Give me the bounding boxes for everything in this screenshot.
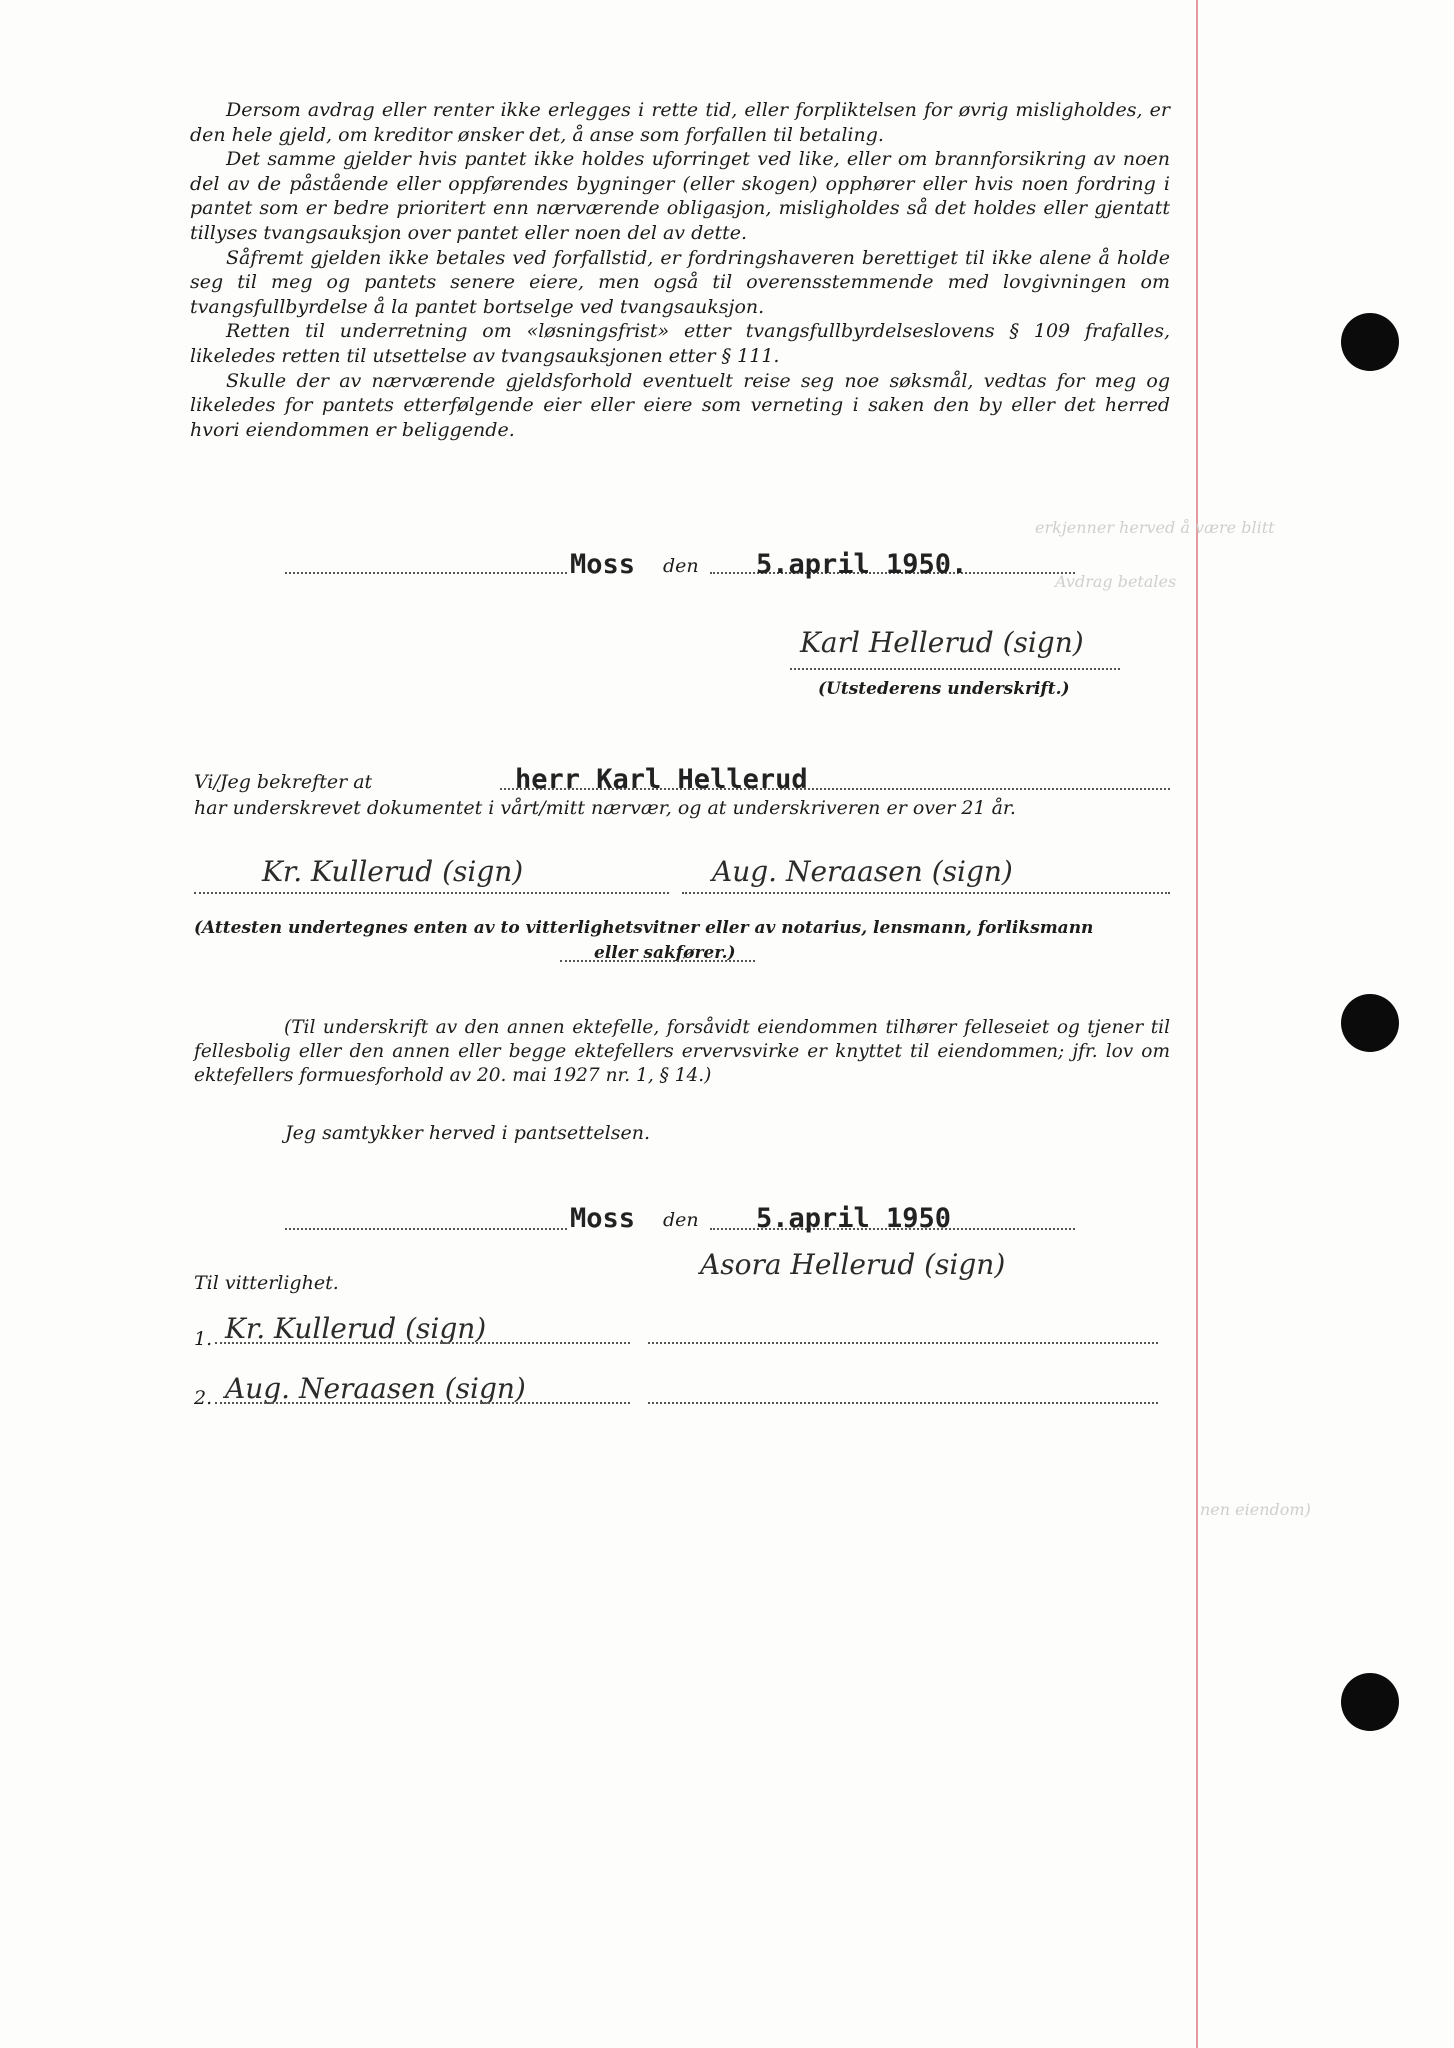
- paragraph: Skulle der av nærværende gjeldsforhold eventuelt reise seg noe søksmål, vedtas for meg og likeledes for pantets etterfølgende eier eller eiere som verneting i saken den by eller det herred hvori eiendommen er beliggende.: [190, 369, 1170, 441]
- dotted-line: [215, 1342, 630, 1344]
- witness-line-signature-1: Kr. Kullerud (sign): [225, 1312, 487, 1345]
- spouse-note-text: (Til underskrift av den annen ektefelle, forsåvidt eiendommen tilhører felleseiet og tjener til fellesbolig eller den annen eller begge ektefellers ervervsvirke er knyttet til eiendommen; jfr. lov om ektefellers formuesforhold av 20. mai 1927 nr. 1, § 14.): [194, 1017, 1170, 1086]
- dotted-line: [648, 1342, 1158, 1344]
- punch-hole: [1341, 994, 1399, 1052]
- dotted-line: [215, 1402, 630, 1404]
- place-value-2: Moss: [570, 1203, 636, 1234]
- spouse-note: [194, 1016, 1170, 1088]
- paragraph: Dersom avdrag eller renter ikke erlegges i rette tid, eller forpliktelsen for øvrig misligholdes, er den hele gjeld, om kreditor ønsker det, å anse som forfallen til betaling.: [190, 99, 1170, 146]
- witness-signature-2: Aug. Neraasen (sign): [712, 855, 1013, 888]
- witness-line-signature-2: Aug. Neraasen (sign): [225, 1372, 526, 1405]
- terms-paragraphs: [190, 98, 1170, 442]
- dotted-line: [194, 892, 669, 894]
- date-value-2: 5.april 1950: [756, 1203, 952, 1234]
- witness-num-1: 1.: [194, 1328, 213, 1350]
- issuer-signature: Karl Hellerud (sign): [800, 626, 1084, 659]
- dotted-line: [285, 1228, 567, 1230]
- witness-num-2: 2.: [194, 1387, 213, 1409]
- paragraph: Retten til underretning om «løsningsfrist» etter tvangsfullbyrdelseslovens § 109 frafalles, likeledes retten til utsettelse av tvangsauksjonen etter § 111.: [190, 320, 1170, 367]
- confirm-prefix: Vi/Jeg bekrefter at: [194, 771, 373, 793]
- punch-hole: [1341, 313, 1399, 371]
- dotted-line: [500, 788, 1170, 790]
- bleed-through-text: nen eiendom): [1200, 1500, 1311, 1519]
- dotted-line: [648, 1402, 1158, 1404]
- dotted-line: [285, 572, 567, 574]
- dotted-line: [790, 668, 1120, 670]
- dotted-line: [560, 960, 755, 962]
- bleed-through-text: Avdrag betales: [1055, 572, 1177, 591]
- bleed-through-text: erkjenner herved å være blitt: [1035, 518, 1275, 537]
- issuer-caption: (Utstederens underskrift.): [818, 679, 1070, 699]
- spouse-signature: Asora Hellerud (sign): [700, 1248, 1006, 1281]
- punch-hole: [1341, 1673, 1399, 1731]
- den-label-2: den: [663, 1209, 699, 1231]
- paragraph: Det samme gjelder hvis pantet ikke holdes uforringet ved like, eller om brannforsikring av noen del av de påstående eller oppførendes bygninger (eller skogen) opphører eller hvis noen fordring i pantet som er bedre prioritert enn nærværende obligasjon, misligholdes så det holdes eller gjentatt tillyses tvangsauksjon over pantet eller noen del av dette.: [190, 148, 1170, 244]
- den-label: den: [663, 555, 699, 577]
- attest-note-1: (Attesten undertegnes enten av to vitterlighetsvitner eller av notarius, lensmann, forliksmann: [194, 918, 1094, 938]
- attest-note-2: eller sakfører.): [594, 943, 736, 963]
- place-value: Moss: [570, 549, 636, 580]
- witness-heading: Til vitterlighet.: [194, 1272, 339, 1294]
- confirm-name: herr Karl Hellerud: [515, 764, 808, 795]
- confirm-text: har underskrevet dokumentet i vårt/mitt nærvær, og at underskriveren er over 21 år.: [194, 797, 1016, 819]
- consent-text: Jeg samtykker herved i pantsettelsen.: [285, 1122, 650, 1144]
- witness-signature-1: Kr. Kullerud (sign): [262, 855, 524, 888]
- margin-rule: [1196, 0, 1198, 2048]
- paragraph: Såfremt gjelden ikke betales ved forfallstid, er fordringshaveren berettiget til ikke alene å holde seg til meg og pantets senere eiere, men også til overensstemmende med lovgivningen om tvangsfullbyrdelse å la pantet bortselge ved tvangsauksjon.: [190, 246, 1170, 318]
- date-value: 5.april 1950.: [756, 549, 968, 580]
- dotted-line: [682, 892, 1170, 894]
